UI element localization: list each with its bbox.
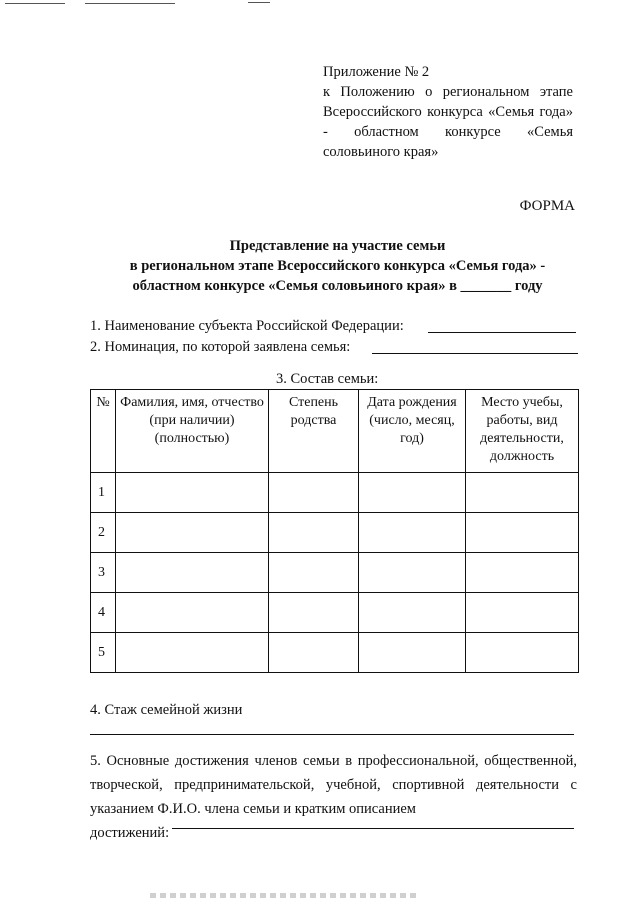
- cell-relationship[interactable]: [269, 593, 359, 633]
- table-row: [91, 473, 579, 513]
- cell-occupation[interactable]: [466, 633, 579, 673]
- title-line-1: Представление на участие семьи: [229, 238, 446, 254]
- cell-relationship[interactable]: [269, 553, 359, 593]
- document-title: [70, 236, 605, 296]
- table-caption: 3. Состав семьи:: [276, 371, 379, 387]
- table-row: [91, 593, 579, 633]
- title-line-3: областном конкурсе «Семья соловьиного края» в _______ году: [132, 278, 543, 294]
- header-birth-date: Дата рождения (число, месяц, год): [359, 390, 466, 473]
- form-label: ФОРМА: [519, 198, 575, 214]
- appendix-block: [323, 62, 573, 162]
- cell-full-name[interactable]: [116, 513, 269, 553]
- cell-birth-date[interactable]: [359, 553, 466, 593]
- title-line-2: в региональном этапе Всероссийского конкурса «Семья года» -: [129, 258, 546, 274]
- achievements-text: 5. Основные достижения членов семьи в профессиональной, общественной, творческой, предпринимательской, учебной, спортивной деятельности с указанием Ф.И.О. члена семьи и кратким описанием: [90, 753, 577, 817]
- achievements-fill-line[interactable]: [172, 828, 574, 829]
- family-composition-table: [90, 389, 579, 673]
- cell-full-name[interactable]: [116, 633, 269, 673]
- marriage-duration-fill-line[interactable]: [90, 734, 574, 735]
- cell-occupation[interactable]: [466, 473, 579, 513]
- subject-fill-line[interactable]: [428, 332, 576, 333]
- achievements-section: [90, 749, 577, 845]
- nomination-fill-line[interactable]: [372, 353, 578, 354]
- cell-birth-date[interactable]: [359, 633, 466, 673]
- cell-occupation[interactable]: [466, 513, 579, 553]
- table-row: [91, 513, 579, 553]
- marriage-duration-label: 4. Стаж семейной жизни: [90, 702, 243, 718]
- row-number: 4: [91, 593, 116, 633]
- header-occupation: Место учебы, работы, вид деятельности, должность: [466, 390, 579, 473]
- row-number: 3: [91, 553, 116, 593]
- scan-artifact-line: [5, 3, 65, 4]
- nomination-field-label: 2. Номинация, по которой заявлена семья:: [90, 339, 351, 355]
- cell-occupation[interactable]: [466, 553, 579, 593]
- appendix-text: к Положению о региональном этапе Всероссийского конкурса «Семья года» - областном конкурсе «Семья соловьиного края»: [323, 84, 573, 160]
- header-number: №: [91, 390, 116, 473]
- blurred-footer-text: [150, 893, 420, 898]
- table-row: [91, 633, 579, 673]
- cell-full-name[interactable]: [116, 593, 269, 633]
- cell-full-name[interactable]: [116, 553, 269, 593]
- cell-birth-date[interactable]: [359, 473, 466, 513]
- cell-birth-date[interactable]: [359, 513, 466, 553]
- cell-relationship[interactable]: [269, 473, 359, 513]
- cell-relationship[interactable]: [269, 513, 359, 553]
- header-relationship: Степень родства: [269, 390, 359, 473]
- achievements-label: достижений:: [90, 825, 170, 841]
- scan-artifact-line: [85, 3, 175, 4]
- cell-occupation[interactable]: [466, 593, 579, 633]
- header-full-name: Фамилия, имя, отчество (при наличии) (полностью): [116, 390, 269, 473]
- row-number: 1: [91, 473, 116, 513]
- cell-relationship[interactable]: [269, 633, 359, 673]
- cell-full-name[interactable]: [116, 473, 269, 513]
- row-number: 5: [91, 633, 116, 673]
- table-row: [91, 553, 579, 593]
- row-number: 2: [91, 513, 116, 553]
- scan-artifact-line: [248, 2, 270, 3]
- subject-field-label: 1. Наименование субъекта Российской Федерации:: [90, 318, 404, 334]
- table-header-row: [91, 390, 579, 473]
- cell-birth-date[interactable]: [359, 593, 466, 633]
- appendix-number: Приложение № 2: [323, 64, 430, 80]
